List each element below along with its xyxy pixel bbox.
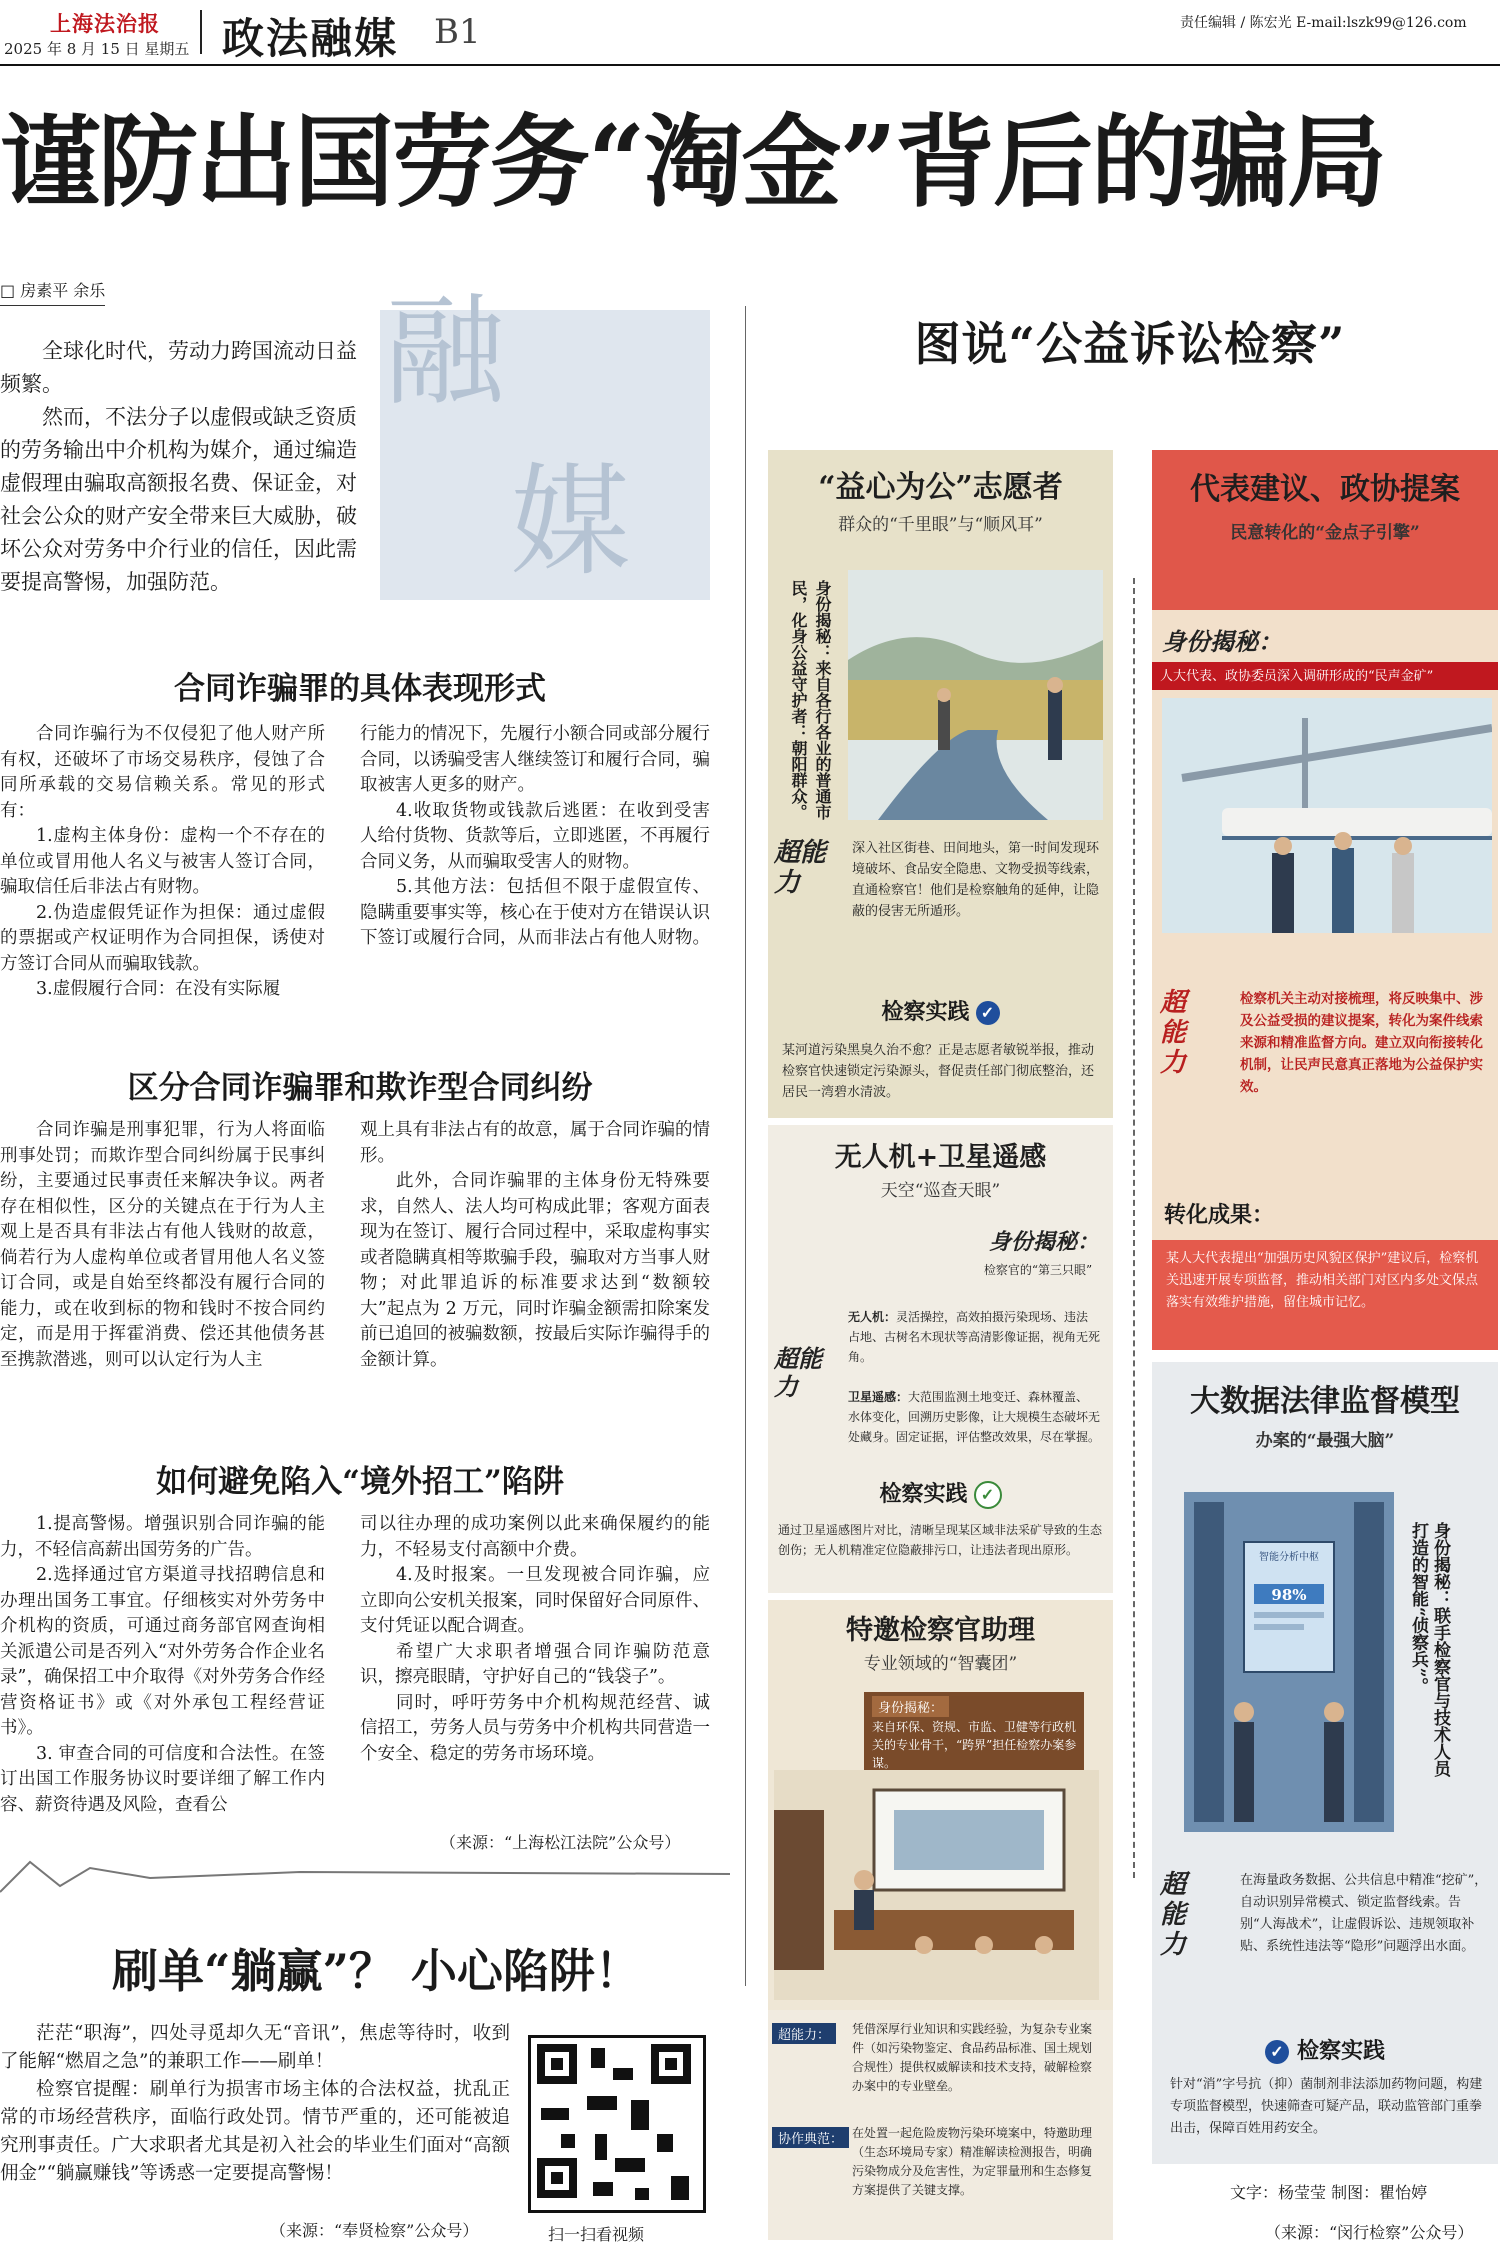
- sec2-right-column: [360, 1118, 710, 1373]
- paragraph: 1.提高警惕。增强识别合同诈骗的能力，不轻信高薪出国劳务的广告。: [0, 1514, 325, 1560]
- qr-code[interactable]: [528, 2035, 706, 2213]
- datacenter-illustration: [1184, 1492, 1394, 1832]
- panel-drone-satellite: [768, 1125, 1113, 1593]
- sec3-right-column: [360, 1512, 710, 1767]
- practice-case: 某河道污染黑臭久治不愈？正是志愿者敏锐举报，推动检察官快速锁定污染源头，督促责任部门彻底整治，还居民一湾碧水清波。: [782, 1043, 1095, 1100]
- paragraph: 5.其他方法：包括但不限于虚假宣传、隐瞒重要事实等，核心在于使对方在错误认识下签订或履行合同，从而非法占有他人财物。: [360, 877, 710, 948]
- intro-paragraph: 然而，不法分子以虚假或缺乏资质的劳务输出中介机构为媒介，通过编造虚假理由骗取高额报名费、保证金，对社会公众的财产安全带来巨大威胁，破坏公众对劳务中介行业的信任，因此需要提高警惕，加强防范。: [0, 405, 357, 594]
- identity-reveal-label: 身份揭秘：: [872, 1696, 949, 1717]
- result-text: 某人大代表提出“加强历史风貌区保护”建议后，检察机关迅速开展专项监督，推动相关部门对区内多处文保点落实有效维护措施，留住城市记忆。: [1166, 1251, 1479, 1310]
- practice-case: 针对“消”字号抗（抑）菌制剂非法添加药物问题，构建专项监督模型，快速筛查可疑产品，联动监管部门重拳出击，保障百姓用药安全。: [1170, 2077, 1483, 2136]
- superpower-label: 超能力: [1160, 1870, 1187, 1960]
- panel-title: 代表建议、政协提案: [1190, 472, 1460, 507]
- editor-info: 责任编辑 / 陈宏光 E-mail:lszk99@126.com: [1180, 15, 1467, 31]
- paragraph: 合同诈骗行为不仅侵犯了他人财产所有权，还破坏了市场交易秩序，侵蚀了合同所承载的交易信赖关系。常见的形式有：: [0, 724, 325, 821]
- masthead-rule: [0, 64, 1500, 66]
- panel-volunteer: [768, 450, 1113, 1118]
- panel-proposals: [1152, 450, 1498, 1350]
- practice-label: 检察实践: [1296, 2038, 1385, 2064]
- section-heading-4: 刷单“躺赢”？ 小心陷阱！: [112, 1944, 641, 1998]
- drone-label: 无人机：: [848, 1310, 897, 1324]
- sec4-body: [0, 2020, 510, 2188]
- page-number: B1: [434, 12, 481, 52]
- paragraph: 3. 审查合同的可信度和合法性。在签订出国工作服务协议时要详细了解工作内容、薪资待遇及风险，查看公: [0, 1743, 325, 1815]
- section-heading-1: 合同诈骗罪的具体表现形式: [174, 671, 546, 707]
- paragraph: 司以往办理的成功案例以此来确保履约的能力，不轻易支付高额中介费。: [360, 1514, 710, 1560]
- superpower-label: 超能力: [774, 838, 827, 898]
- paragraph: 行能力的情况下，先履行小额合同或部分履行合同，以诱骗受害人继续签订和履行合同，骗取被害人更多的财产。: [360, 724, 710, 795]
- check-icon: ✓: [976, 1001, 1000, 1025]
- identity-reveal-text: 人大代表、政协委员深入调研形成的“民声金矿”: [1160, 669, 1434, 684]
- panel-bigdata: [1152, 1362, 1498, 2164]
- masthead-divider: [200, 10, 202, 54]
- check-icon: ✓: [1265, 2040, 1289, 2064]
- right-source: （来源：“闵行检察”公众号）: [1265, 2223, 1474, 2242]
- panel-title: 特邀检察官助理: [846, 1615, 1035, 1646]
- section-heading-3: 如何避免陷入“境外招工”陷阱: [156, 1464, 564, 1500]
- superpower-label: 超能力：: [772, 2023, 836, 2044]
- identity-reveal-label: 身份揭秘：: [988, 1229, 1099, 1255]
- paragraph: 希望广大求职者增强合同诈骗防范意识，擦亮眼睛，守护好自己的“钱袋子”。: [360, 1641, 710, 1687]
- paragraph: 2.伪造虚假凭证作为担保：通过虚假的票据或产权证明作为合同担保，诱使对方签订合同从而骗取钱款。: [0, 902, 325, 974]
- collaboration-text: 在处置一起危险废物污染环境案中，特邀助理（生态环境局专家）精准解读检测报告，明确污染物成分及危害性，为定罪量刑和生态修复方案提供了关键支撑。: [852, 2126, 1093, 2197]
- volunteer-illustration: [848, 570, 1103, 820]
- column-divider: [745, 306, 746, 1986]
- panel-subtitle: 民意转化的“金点子引擎”: [1230, 523, 1420, 543]
- panel-subtitle: 专业领域的“智囊团”: [863, 1654, 1018, 1674]
- paragraph: 1.虚构主体身份：虚构一个不存在的单位或冒用他人名义与被害人签订合同，骗取信任后非法占有财物。: [0, 826, 325, 897]
- paragraph: 检察官提醒：刷单行为损害市场主体的合法权益，扰乱正常的市场经营秩序，面临行政处罚。情节严重的，还可能被追究刑事责任。广大求职者尤其是初入社会的毕业生们面对“高额佣金”“躺赢赚钱”等诱惑一定要提高警惕！: [0, 2079, 510, 2184]
- sec3-source: （来源：“上海松江法院”公众号）: [440, 1833, 681, 1852]
- panel-title: “益心为公”志愿者: [818, 470, 1063, 505]
- panel-subtitle: 群众的“千里眼”与“顺风耳”: [838, 515, 1043, 535]
- rongmei-char-1: 融: [385, 283, 505, 422]
- satellite-desc: 大范围监测土地变迁、森林覆盖、水体变化，回溯历史影像，让大规模生态破坏无处藏身。固定证据，评估整改效果，尽在掌握。: [848, 1390, 1101, 1444]
- paragraph: 合同诈骗是刑事犯罪，行为人将面临刑事处罚；而欺诈型合同纠纷属于民事纠纷，主要通过民事责任来解决争议。两者存在相似性，区分的关键点在于行为人主观上是否具有非法占有他人钱财的故意，倘若行为人虚构单位或者冒用他人名义签订合同，或是自始至终都没有履行合同的能力，或在收到标的物和钱时不按合同约定，而是用于挥霍消费、偿还其他债务甚至携款潜逃，则可以认定行为人主: [0, 1120, 325, 1370]
- dashed-divider: [1133, 578, 1135, 1878]
- paragraph: 4.收取货物或钱款后逃匿：在收到受害人给付货物、货款等后，立即逃匿，不再履行合同义务，从而骗取受害人的财物。: [360, 800, 710, 872]
- main-headline: 谨防出国劳务“淘金”背后的骗局: [0, 103, 1386, 221]
- paragraph: 茫茫“职海”，四处寻觅却久无“音讯”，焦虑等待时，收到了能解“燃眉之急”的兼职工作——刷单！: [0, 2023, 510, 2072]
- screen-percentage: 98%: [1271, 1586, 1307, 1604]
- sec4-source: （来源：“奉贤检察”公众号）: [270, 2221, 479, 2240]
- issue-date: 2025 年 8 月 15 日 星期五: [4, 40, 190, 58]
- paragraph: 同时，呼吁劳务中介机构规范经营、诚信招工，劳务人员与劳务中介机构共同营造一个安全、稳定的劳务市场环境。: [360, 1692, 710, 1764]
- identity-reveal-text: 来自环保、资规、市监、卫健等行政机关的专业骨干，“跨界”担任检察办案参谋。: [872, 1720, 1077, 1770]
- rongmei-char-2: 媒: [510, 453, 630, 592]
- newspaper-logo: 上海法治报: [50, 11, 160, 36]
- panel-subtitle: 天空“巡查天眼”: [880, 1181, 1001, 1201]
- superpower-label: 超能力: [1160, 988, 1187, 1078]
- practice-label: 检察实践: [879, 1481, 968, 1507]
- credit-line: 文字：杨莹莹 制图：瞿怡婷: [1230, 2183, 1428, 2202]
- panel-title: 无人机+卫星遥感: [834, 1142, 1047, 1173]
- paragraph: 观上具有非法占有的故意，属于合同诈骗的情形。: [360, 1120, 710, 1166]
- identity-reveal-label: 身份揭秘：: [1162, 627, 1282, 656]
- practice-heading: [768, 995, 1113, 1026]
- sec1-left-column: [0, 722, 325, 1003]
- practice-heading: [768, 1477, 1113, 1509]
- panel-special-assistant: [768, 1600, 1113, 2240]
- sec2-left-column: [0, 1118, 325, 1373]
- city-illustration: [1162, 698, 1492, 933]
- panel-subtitle: 办案的“最强大脑”: [1255, 1431, 1395, 1451]
- paragraph: 4.及时报案。一旦发现被合同诈骗，应立即向公安机关报案，同时保留好合同原件、支付凭证以配合调查。: [360, 1565, 710, 1636]
- panel-title: 大数据法律监督模型: [1190, 1384, 1460, 1419]
- superpower-text: 凭借深厚行业知识和实践经验，为复杂专业案件（如污染物鉴定、食品药品标准、国土规划合规性）提供权威解读和技术支持，破解检察办案中的专业壁垒。: [852, 2022, 1093, 2093]
- section-heading-2: 区分合同诈骗罪和欺诈型合同纠纷: [127, 1070, 593, 1106]
- section-title: 政法融媒: [222, 14, 399, 63]
- sec3-left-column: [0, 1512, 325, 1818]
- superpower-text: 在海量政务数据、公共信息中精准“挖矿”，自动识别异常模式、锁定监督线索。告别“人海战术”，让虚假诉讼、违规领取补贴、系统性违法等“隐形”问题浮出水面。: [1240, 1873, 1488, 1954]
- collaboration-label: 协作典范：: [772, 2127, 849, 2148]
- paragraph: 3.虚假履行合同：在没有实际履: [36, 979, 281, 999]
- screen-title: 智能分析中枢: [1259, 1552, 1319, 1563]
- superpower-label: 超能力: [774, 1344, 822, 1401]
- drone-desc: 灵活操控，高效拍摄污染现场、违法占地、古树名木现状等高清影像证据，视角无死角。: [848, 1310, 1101, 1364]
- practice-case: 通过卫星遥感图片对比，清晰呈现某区域非法采矿导致的生态创伤；无人机精准定位隐蔽排污口，让违法者现出原形。: [778, 1523, 1103, 1557]
- result-label: 转化成果：: [1164, 1202, 1275, 1228]
- check-icon: ✓: [974, 1481, 1002, 1509]
- intro-paragraph: 全球化时代，劳动力跨国流动日益频繁。: [0, 339, 357, 396]
- drone-text: [848, 1307, 1100, 1367]
- intro-text: [0, 335, 362, 599]
- identity-reveal-sub: 检察官的“第三只眼”: [983, 1263, 1093, 1277]
- byline: □ 房素平 余乐: [0, 278, 105, 306]
- superpower-text: 深入社区街巷、田间地头，第一时间发现环境破坏、食品安全隐患、文物受损等线索，直通检察官！他们是检察触角的延伸，让隐蔽的侵害无所遁形。: [852, 841, 1100, 919]
- satellite-label: 卫星遥感：: [848, 1390, 909, 1404]
- superpower-text: 检察机关主动对接梳理，将反映集中、涉及公益受损的建议提案，转化为案件线索来源和精准监督方向。建立双向衔接转化机制，让民声民意真正落地为公益保护实效。: [1240, 991, 1483, 1095]
- sec1-right-column: [360, 722, 710, 952]
- qr-caption: 扫一扫看视频: [548, 2225, 645, 2244]
- paragraph: 2.选择通过官方渠道寻找招聘信息和办理出国务工事宜。仔细核实对外劳务中介机构的资质，可通过商务部官网查询相关派遣公司是否列入“对外劳务合作企业名录”，确保招工中介取得《对外劳务合作经营资格证书》或《对外承包工程经营证书》。: [0, 1565, 325, 1738]
- practice-label: 检察实践: [881, 999, 970, 1025]
- satellite-text: [848, 1387, 1100, 1447]
- practice-heading: [1152, 2034, 1498, 2065]
- meeting-illustration: [774, 1770, 1099, 2000]
- infographic-title: 图说“公益诉讼检察”: [914, 317, 1346, 371]
- identity-reveal-vertical: 身份揭秘：来自各行各业的普通市民，化身公益守护者：朝阳群众。: [789, 580, 832, 820]
- wave-separator: [0, 1856, 730, 1896]
- identity-reveal-vertical: 身份揭秘：联手检察官与技术人员打造的智能“侦察兵”。: [1408, 1522, 1450, 1777]
- paragraph: 此外，合同诈骗罪的主体身份无特殊要求，自然人、法人均可构成此罪；客观方面表现为在签订、履行合同过程中，采取虚构事实或者隐瞒真相等欺骗手段，骗取对方当事人财物；对此罪追诉的标准要求达到“数额较大”起点为 2 万元，同时诈骗金额需扣除案发前已追回的被骗数额，按最后实际诈骗得手的金额计算。: [360, 1171, 710, 1370]
